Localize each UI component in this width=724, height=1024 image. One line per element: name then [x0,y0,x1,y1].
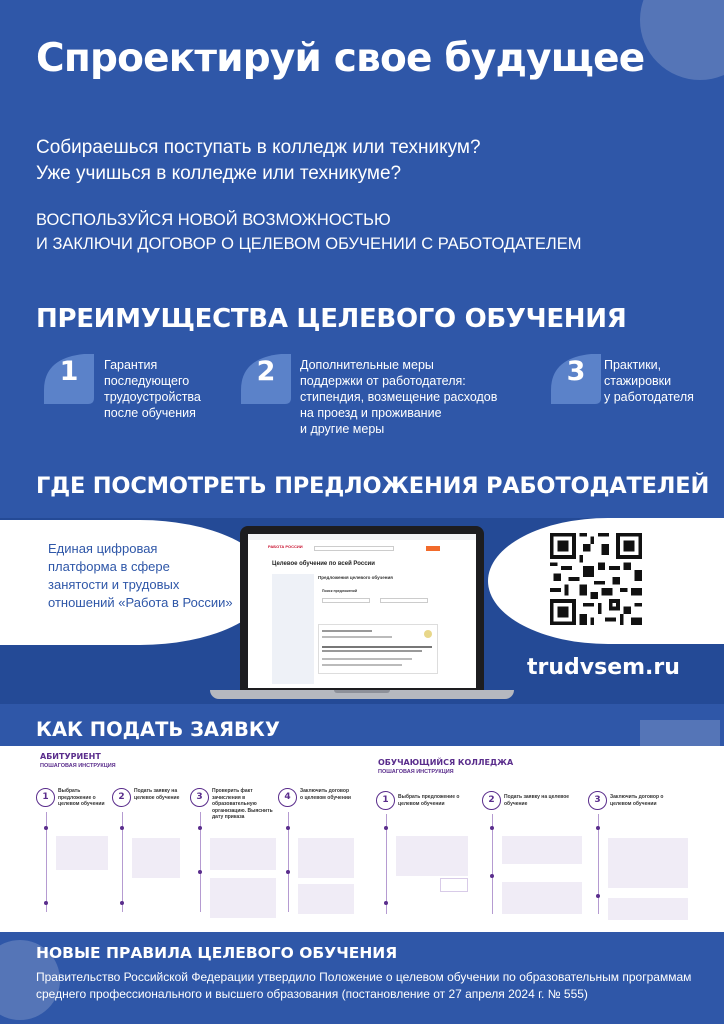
timeline-dot [384,901,388,905]
student-note-box [608,838,688,888]
laptop-notch [334,690,390,693]
instructions-panel [0,746,724,932]
student-note-box [502,882,582,914]
screen-card-line [322,630,372,632]
advantage-2-badge [237,350,295,408]
applicant-heading: АБИТУРИЕНТ [40,752,101,761]
cta-line-2: И ЗАКЛЮЧИ ДОГОВОР О ЦЕЛЕВОМ ОБУЧЕНИИ С РАБОТОДАТЕЛЕМ [36,235,582,253]
screen-filter-2 [380,598,428,603]
advantage-1-line: последующего [104,374,190,388]
where-title: ГДЕ ПОСМОТРЕТЬ ПРЕДЛОЖЕНИЯ РАБОТОДАТЕЛЕЙ [36,473,710,499]
screen-card-line [322,664,402,666]
rules-text: Правительство Российской Федерации утвердило Положение о целевом обучении по образовательным программам среднего профессионального и высшего образования (постановление от 27 апреля 2024 г. № 555) [36,970,692,1001]
screen-logo: РАБОТА РОССИИ [268,544,303,549]
advantage-2-text [300,357,497,437]
applicant-note-box [56,836,108,870]
student-step-2-number: 2 [482,791,501,810]
advantage-2-line: на проезд и проживание [300,406,442,420]
applicant-note-box [210,838,276,870]
laptop-screen [248,534,476,688]
screen-card-line [322,658,412,660]
advantage-1-line: Гарантия [104,358,158,372]
applicant-step-3-text: Проверить факт зачисления в образовательную организацию. Выяснить дату приказа [212,788,273,820]
screen-card-line [322,636,392,638]
student-note-box [396,836,468,876]
screen-search-label: Поиск предложений [322,589,357,593]
student-step-3-number: 3 [588,791,607,810]
student-step-1-text: Выбрать предложение о целевом обучении [398,794,460,807]
advantage-2-number: 2 [256,356,276,387]
applicant-step-2-text: Подать заявку на целевое обучение [134,788,180,801]
question-2: Уже учишься в колледже или техникуме? [36,163,402,184]
platform-line: отношений «Работа в России» [48,595,233,610]
applicant-step-1-text: Выбрать предложение о целевом обучении [58,788,105,807]
applicant-step-1-number: 1 [36,788,55,807]
screen-search-button [426,546,440,551]
timeline-dot [384,826,388,830]
screen-card-line [322,646,432,648]
advantage-1-line: трудоустройства [104,390,201,404]
screen-search-box [314,546,394,551]
platform-line: платформа в сфере [48,559,170,574]
timeline-dot [286,870,290,874]
advantage-1-text [104,357,201,421]
rabota-russia-logo [440,878,468,892]
advantage-1-badge [40,350,98,408]
student-step-2-text: Подать заявку на целевое обучение [504,794,570,807]
timeline-dot [490,874,494,878]
student-note-box [502,836,582,864]
advantage-1-line: после обучения [104,406,196,420]
advantage-2-line: Дополнительные меры [300,358,434,372]
screen-card-line [322,650,422,652]
advantage-3-line: у работодателя [604,390,694,404]
applicant-note-box [298,884,354,914]
timeline-dot [198,826,202,830]
student-step-3-text: Заключить договор о целевом обучении [610,794,664,807]
applicant-note-box [298,838,354,878]
advantages-title: ПРЕИМУЩЕСТВА ЦЕЛЕВОГО ОБУЧЕНИЯ [36,304,627,334]
advantage-3-line: Практики, [604,358,662,372]
timeline-dot [44,826,48,830]
screen-filter-1 [322,598,370,603]
applicant-note-box [132,838,180,878]
advantage-3-line: стажировки [604,374,672,388]
platform-description [48,540,248,612]
question-1: Собираешься поступать в колледж или техникум? [36,137,481,158]
advantage-2-line: стипендия, возмещение расходов [300,390,498,404]
site-link[interactable]: trudvsem.ru [527,655,680,680]
advantage-3-badge [547,350,605,408]
platform-line: Единая цифровая [48,541,158,556]
applicant-subheading: ПОШАГОВАЯ ИНСТРУКЦИЯ [40,763,116,769]
page-title: Спроектируй свое будущее [36,36,645,81]
student-note-box [608,898,688,920]
platform-line: занятости и трудовых [48,577,180,592]
advantage-3-number: 3 [566,356,586,387]
timeline-dot [596,894,600,898]
qr-code-icon[interactable] [550,533,642,625]
applicant-step-2-number: 2 [112,788,131,807]
screen-subheading: Предложения целевого обучения [318,575,393,580]
rules-title: НОВЫЕ ПРАВИЛА ЦЕЛЕВОГО ОБУЧЕНИЯ [36,944,398,962]
how-title: КАК ПОДАТЬ ЗАЯВКУ [36,718,280,741]
timeline-dot [490,826,494,830]
screen-card-emblem [424,630,432,638]
student-subheading: ПОШАГОВАЯ ИНСТРУКЦИЯ [378,769,454,775]
screen-top-bar [248,534,476,540]
timeline-dot [44,901,48,905]
applicant-note-box [210,878,276,918]
applicant-step-3-number: 3 [190,788,209,807]
timeline-dot [120,826,124,830]
advantage-1-number: 1 [59,356,79,387]
advantage-2-line: и другие меры [300,422,385,436]
timeline-dot [198,870,202,874]
applicant-step-4-number: 4 [278,788,297,807]
student-step-1-number: 1 [376,791,395,810]
timeline-dot [120,901,124,905]
screen-heading: Целевое обучение по всей России [272,561,375,567]
cta-line-1: ВОСПОЛЬЗУЙСЯ НОВОЙ ВОЗМОЖНОСТЬЮ [36,211,391,229]
applicant-step-4-text: Заключить договор о целевом обучении [300,788,351,801]
advantage-3-text [604,357,694,405]
timeline-dot [286,826,290,830]
timeline-dot [596,826,600,830]
student-heading: ОБУЧАЮЩИЙСЯ КОЛЛЕДЖА [378,758,514,767]
advantage-2-line: поддержки от работодателя: [300,374,466,388]
screen-sidebar [272,574,314,684]
